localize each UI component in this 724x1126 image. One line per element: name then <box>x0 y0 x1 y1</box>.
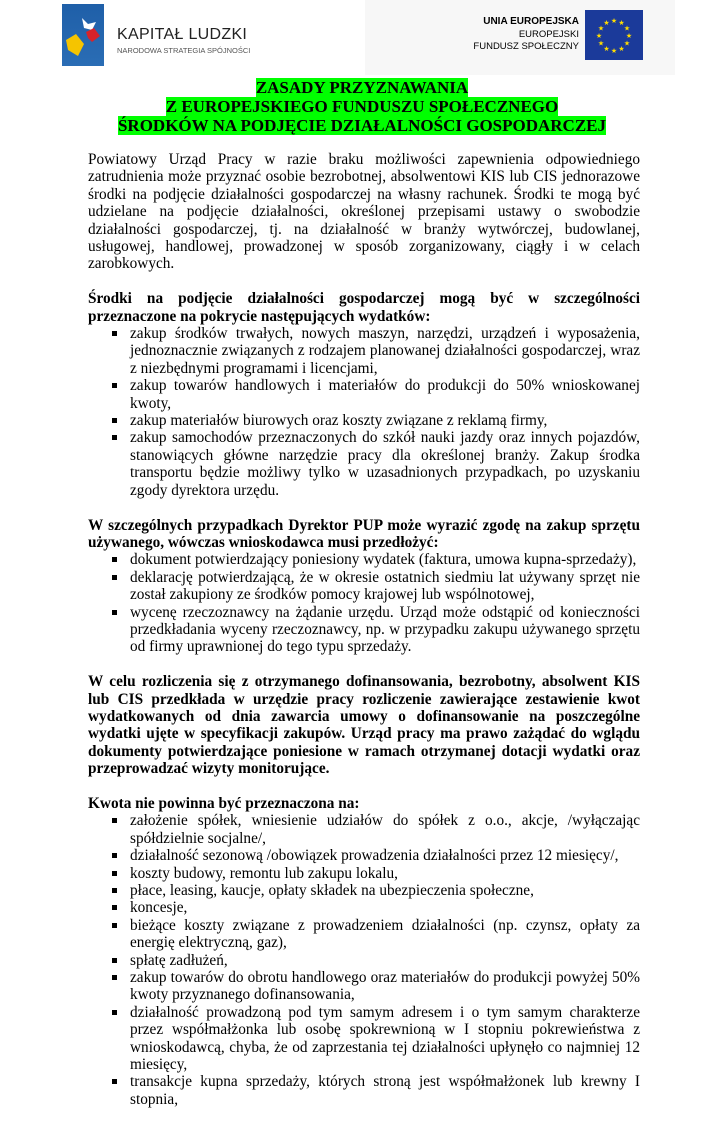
title-line: ŚRODKÓW NA PODJĘCIE DZIAŁALNOŚCI GOSPODARCZEJ <box>117 116 607 135</box>
list-item: koncesje, <box>130 899 640 916</box>
kapital-ludzki-title: KAPITAŁ LUDZKI <box>117 26 248 43</box>
exclusions-list <box>88 812 640 1108</box>
list-item: spłatę zadłużeń, <box>130 952 640 969</box>
eu-star-icon: ★ <box>623 39 631 48</box>
eu-star-icon: ★ <box>597 39 605 48</box>
list-item: zakup towarów do obrotu handlowego oraz materiałów do produkcji powyżej 50% kwoty przyznanego dofinansowania, <box>130 969 640 1004</box>
document-title <box>0 78 724 135</box>
section-heading: Środki na podjęcie działalności gospodarczej mogą być w szczególności przeznaczone na pokrycie następujących wydatków: <box>88 290 640 325</box>
eu-line2: EUROPEJSKI <box>518 29 579 40</box>
eu-star-icon: ★ <box>597 24 605 33</box>
eu-star-icon: ★ <box>595 32 603 40</box>
list-item: działalność sezonową /obowiązek prowadzenia działalności przez 12 miesięcy/, <box>130 847 640 864</box>
kapital-ludzki-logo <box>62 4 251 66</box>
list-item: płace, leasing, kaucje, opłaty składek na ubezpieczenia społeczne, <box>130 882 640 899</box>
eu-star-icon: ★ <box>610 47 618 55</box>
list-item: deklarację potwierdzającą, że w okresie ostatnich siedmiu lat używany sprzęt nie został zakupiony ze środków pomocy krajowej lub wspólnotowej, <box>130 568 640 604</box>
list-item: działalność prowadzoną pod tym samym adresem i o tym samym charakterze przez współmałżonka lub osobę spokrewnioną w I stopniu pokrewieństwa z wnioskodawcą, chyba, że od zaprzestania tej działalności upłynęło co najmniej 12 miesięcy, <box>130 1003 640 1074</box>
eu-logo <box>365 0 675 75</box>
list-item: zakup samochodów przeznaczonych do szkół nauki jazdy oraz innych pojazdów, stanowiących główne narzędzie pracy dla określonej branży. Zakup środka transportu będzie możliwy tylko w uzasadnionych przypadkach, po uzyskaniu zgody dyrektora urzędu. <box>130 429 640 499</box>
page-header <box>0 0 724 75</box>
list-item: zakup towarów handlowych i materiałów do produkcji do 50% wnioskowanej kwoty, <box>130 377 640 412</box>
eu-star-icon: ★ <box>610 17 618 25</box>
eu-flag-icon <box>585 10 643 60</box>
list-item: wycenę rzeczoznawcy na żądanie urzędu. Urząd może odstąpić od konieczności przedkładania wyceny rzeczoznawcy, np. w przypadku zakupu używanego sprzętu od firmy uprawnionej do tego typu sprzedaży. <box>130 603 640 656</box>
eu-star-icon: ★ <box>603 44 610 53</box>
eu-star-icon: ★ <box>618 44 625 53</box>
document-body <box>88 151 640 1126</box>
eu-line1: UNIA EUROPEJSKA <box>483 16 579 27</box>
title-line: Z EUROPEJSKIEGO FUNDUSZU SPOŁECZNEGO <box>165 97 559 116</box>
eu-star-icon: ★ <box>618 19 625 28</box>
eu-star-icon: ★ <box>603 19 610 28</box>
section-heading: Kwota nie powinna być przeznaczona na: <box>88 794 360 812</box>
eu-star-icon: ★ <box>623 24 631 33</box>
list-item: koszty budowy, remontu lub zakupu lokalu, <box>130 865 640 882</box>
eu-star-icon: ★ <box>625 32 633 40</box>
kapital-ludzki-star-icon <box>62 4 104 66</box>
intro-paragraph: Powiatowy Urząd Pracy w razie braku możliwości zapewnienia odpowiedniego zatrudnienia może przyznać osobie bezrobotnej, absolwentowi KIS lub CIS jednorazowe środki na podjęcie działalności gospodarczej na własny rachunek. Środki te mogą być udzielane na podjęcie działalności, określonej przepisami ustawy o swobodzie działalności gospodarczej, tj. na działalność w branży wytwórczej, budowlanej, usługowej, handlowej, prowadzonej w sposób zorganizowany, ciągły i w celach zarobkowych. <box>88 151 640 273</box>
list-item: zakup środków trwałych, nowych maszyn, narzędzi, urządzeń i wyposażenia, jednoznacznie związanych z rodzajem planowanej działalności gospodarczej, wraz z niezbędnymi programami i licencjami, <box>130 325 640 377</box>
list-item: dokument potwierdzający poniesiony wydatek (faktura, umowa kupna-sprzedaży), <box>130 551 640 568</box>
expense-list <box>88 325 640 499</box>
title-line: ZASADY PRZYZNAWANIA <box>255 78 469 97</box>
list-item: zakup materiałów biurowych oraz koszty związane z reklamą firmy, <box>130 412 640 429</box>
list-item: transakcje kupna sprzedaży, których stroną jest współmałżonek lub krewny I stopnia, <box>130 1073 640 1108</box>
list-item: bieżące koszty związane z prowadzeniem działalności (np. czynsz, opłaty za energię elektryczną, gaz), <box>130 916 640 952</box>
settlement-paragraph: W celu rozliczenia się z otrzymanego dofinansowania, bezrobotny, absolwent KIS lub CIS przedkłada w urzędzie pracy rozliczenie zawierające zestawienie kwot wydatkowanych od dnia zawarcia umowy o dofinansowanie na poszczególne wydatki ujęte w specyfikacji zakupów. Urząd pracy ma prawo zażądać do wglądu dokumenty potwierdzające poniesione w ramach otrzymanej dotacji wydatki oraz przeprowadzać wizyty monitorujące. <box>88 673 640 778</box>
eu-line3: FUNDUSZ SPOŁECZNY <box>473 41 579 52</box>
used-equipment-list <box>88 551 640 655</box>
section-heading: W szczególnych przypadkach Dyrektor PUP może wyrazić zgodę na zakup sprzętu używanego, wówczas wnioskodawca musi przedłożyć: <box>88 516 640 551</box>
list-item: założenie spółek, wniesienie udziałów do spółek z o.o., akcje, /wyłączając spółdzielnie socjalne/, <box>130 812 640 847</box>
kapital-ludzki-subtitle: NARODOWA STRATEGIA SPÓJNOŚCI <box>117 46 251 55</box>
